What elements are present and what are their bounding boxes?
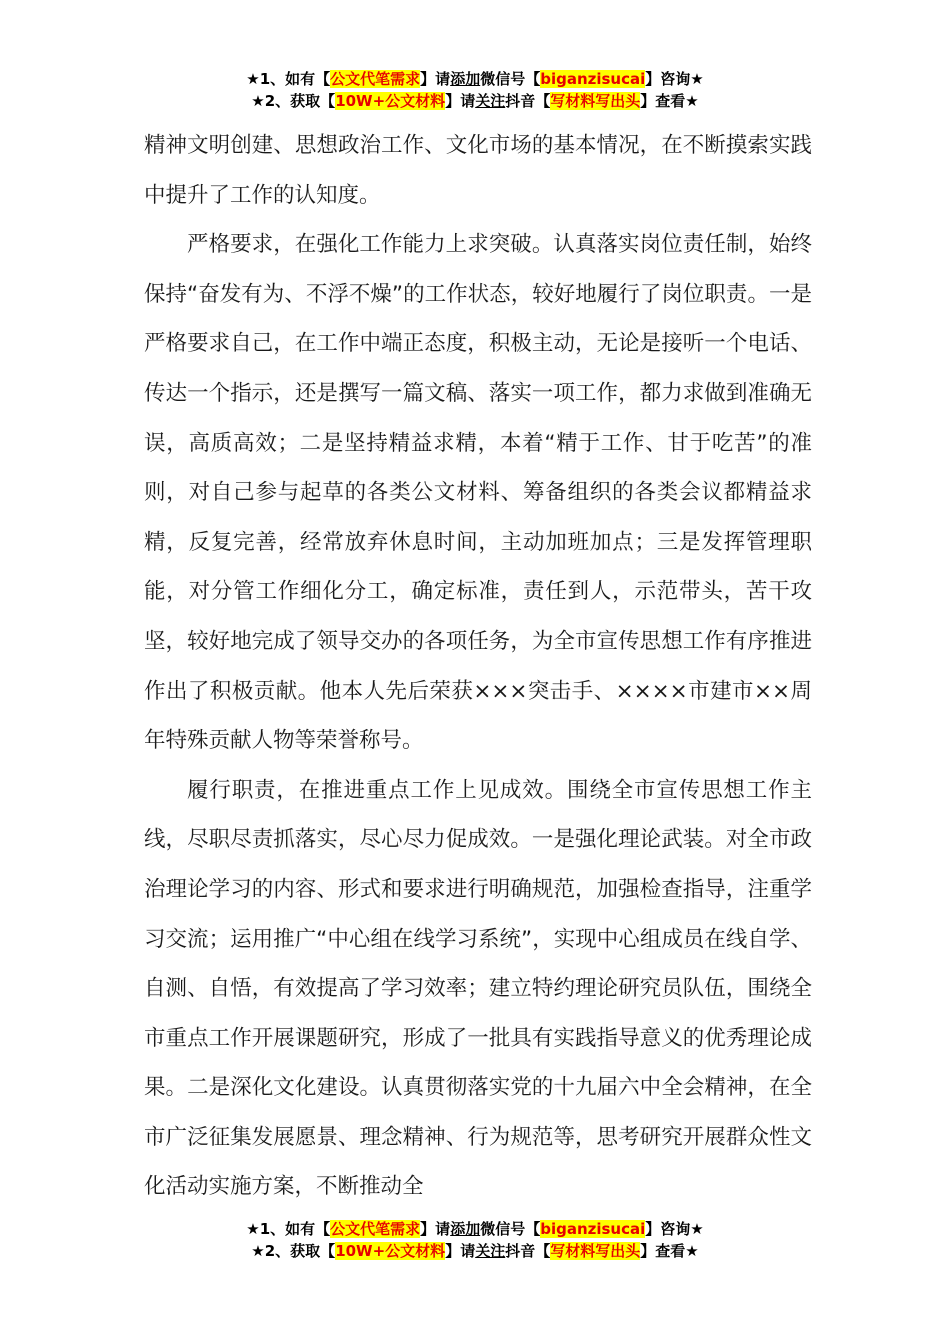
- banner-underlined-text: 添加: [450, 1220, 481, 1238]
- banner-text: 】请: [420, 1220, 451, 1238]
- banner-text: ★2、获取【: [251, 1242, 336, 1260]
- banner-text: ★1、如有【: [246, 70, 331, 88]
- highlight-service: 公文代笔需求: [330, 70, 421, 88]
- banner-underlined-text: 添加: [450, 70, 481, 88]
- banner-line-1: [0, 68, 950, 90]
- banner-line-1: [0, 1218, 950, 1240]
- paragraph-continuation: 精神文明创建、思想政治工作、文化市场的基本情况，在不断摸索实践中提升了工作的认知度。: [144, 133, 812, 208]
- footer-banner: [0, 1218, 950, 1262]
- banner-text: 】请: [445, 1242, 476, 1260]
- banner-text: 】请: [445, 92, 476, 110]
- banner-text: 】查看★: [640, 92, 699, 110]
- banner-text: ★1、如有【: [246, 1220, 331, 1238]
- banner-text: 】咨询★: [645, 1220, 704, 1238]
- highlight-materials: 10W+公文材料: [335, 92, 446, 110]
- banner-text: 抖音【: [505, 92, 551, 110]
- banner-text: 】咨询★: [645, 70, 704, 88]
- banner-text: 】查看★: [640, 1242, 699, 1260]
- banner-line-2: [0, 1240, 950, 1262]
- banner-underlined-text: 关注: [475, 92, 506, 110]
- banner-text: ★2、获取【: [251, 92, 336, 110]
- header-banner: [0, 68, 950, 112]
- paragraph-fulfill-duties: 履行职责，在推进重点工作上见成效。围绕全市宣传思想工作主线，尽职尽责抓落实，尽心尽力促成效。一是强化理论武装。对全市政治理论学习的内容、形式和要求进行明确规范，加强检查指导，注重学习交流；运用推广“中心组在线学习系统”，实现中心组成员在线自学、自测、自悟，有效提高了学习效率；建立特约理论研究员队伍，围绕全市重点工作开展课题研究，形成了一批具有实践指导意义的优秀理论成果。二是深化文化建设。认真贯彻落实党的十九届六中全会精神，在全市广泛征集发展愿景、理念精神、行为规范等，思考研究开展群众性文化活动实施方案，不断推动全: [144, 777, 812, 1200]
- highlight-service: 公文代笔需求: [330, 1220, 421, 1238]
- banner-underlined-text: 关注: [475, 1242, 506, 1260]
- highlight-materials: 10W+公文材料: [335, 1242, 446, 1260]
- highlight-douyin-account: 写材料写出头: [550, 1242, 641, 1260]
- banner-line-2: [0, 90, 950, 112]
- document-body: [144, 121, 812, 1212]
- paragraph-strict-requirements: 严格要求，在强化工作能力上求突破。认真落实岗位责任制，始终保持“奋发有为、不浮不燥”的工作状态，较好地履行了岗位职责。一是严格要求自己，在工作中端正态度，积极主动，无论是接听一个电话、传达一个指示，还是撰写一篇文稿、落实一项工作，都力求做到准确无误，高质高效；二是坚持精益求精，本着“精于工作、甘于吃苦”的准则，对自己参与起草的各类公文材料、筹备组织的各类会议都精益求精，反复完善，经常放弃休息时间，主动加班加点；三是发挥管理职能，对分管工作细化分工，确定标准，责任到人，示范带头，苦干攻坚，较好地完成了领导交办的各项任务，为全市宣传思想工作有序推进作出了积极贡献。他本人先后荣获×××突击手、××××市建市××周年特殊贡献人物等荣誉称号。: [144, 232, 812, 754]
- highlight-wechat-id: biganzisucai: [540, 70, 646, 88]
- highlight-wechat-id: biganzisucai: [540, 1220, 646, 1238]
- highlight-douyin-account: 写材料写出头: [550, 92, 641, 110]
- banner-text: 】请: [420, 70, 451, 88]
- banner-text: 微信号【: [480, 70, 541, 88]
- banner-text: 抖音【: [505, 1242, 551, 1260]
- banner-text: 微信号【: [480, 1220, 541, 1238]
